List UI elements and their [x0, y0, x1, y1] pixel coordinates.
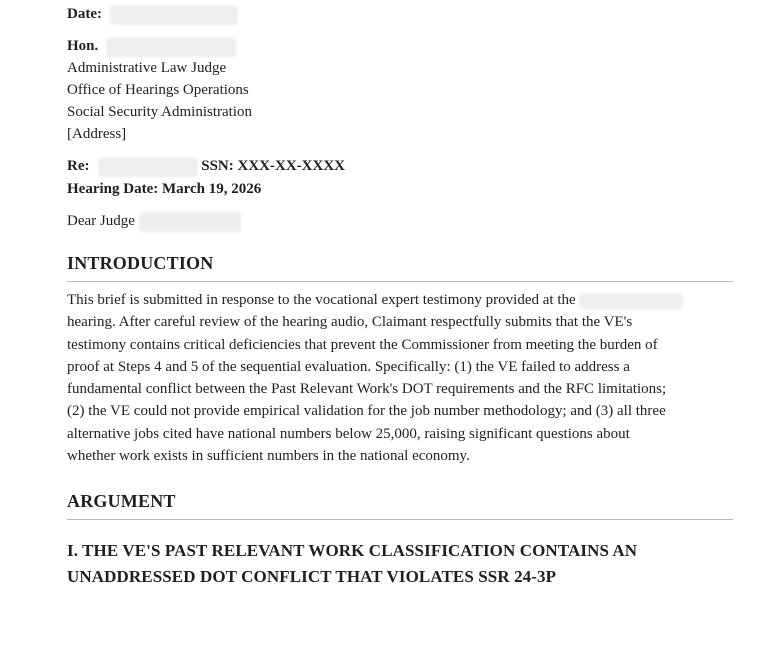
intro-line-6: (2) the VE could not provide empirical validation for the job number methodology; and (3) all three	[67, 403, 666, 420]
section-1-heading-line-1: I. THE VE'S PAST RELEVANT WORK CLASSIFICATION CONTAINS AN	[67, 541, 638, 560]
intro-line-1: This brief is submitted in response to the vocational expert testimony provided at the	[67, 289, 735, 311]
argument-section-1-heading	[67, 538, 637, 590]
intro-line-7: alternative jobs cited have national numbers below 25,000, raising significant questions about	[67, 425, 630, 442]
section-1-heading-line-2: UNADDRESSED DOT CONFLICT THAT VIOLATES SSR 24-3P	[67, 567, 557, 586]
address-line: [Address]	[67, 126, 127, 142]
salutation: Dear Judge	[67, 213, 135, 229]
re-line	[67, 156, 345, 177]
re-label: Re:	[67, 158, 90, 174]
ssn-text: SSN: XXX-XX-XXXX	[201, 158, 345, 174]
redacted-date	[110, 5, 238, 25]
introduction-paragraph	[67, 289, 735, 467]
salutation-line	[67, 211, 241, 232]
redacted-judge-name	[106, 37, 236, 57]
agency-line: Social Security Administration	[67, 104, 252, 120]
redacted-claimant-name	[98, 157, 198, 177]
hearing-date: Hearing Date: March 19, 2026	[67, 181, 262, 197]
argument-heading: ARGUMENT	[67, 491, 176, 511]
redacted-judge-surname	[139, 212, 241, 232]
judge-title: Administrative Law Judge	[67, 60, 227, 76]
introduction-heading: INTRODUCTION	[67, 253, 214, 273]
judge-name-line	[67, 36, 236, 57]
intro-line-2: hearing. After careful review of the hearing audio, Claimant respectfully submits that the VE's	[67, 314, 633, 331]
hon-label: Hon.	[67, 38, 99, 54]
intro-line-8: whether work exists in sufficient numbers in the national economy.	[67, 448, 470, 465]
intro-line-5: fundamental conflict between the Past Relevant Work's DOT requirements and the RFC limitations;	[67, 381, 667, 398]
redacted-hearing-date	[579, 293, 683, 309]
date-line	[67, 4, 238, 25]
intro-line-4: proof at Steps 4 and 5 of the sequential evaluation. Specifically: (1) the VE failed to address a	[67, 358, 630, 375]
section-divider	[67, 519, 733, 520]
intro-line-3: testimony contains critical deficiencies that prevent the Commissioner from meeting the burden of	[67, 336, 658, 353]
section-divider	[67, 281, 733, 282]
office-line: Office of Hearings Operations	[67, 82, 249, 98]
date-label: Date:	[67, 6, 102, 22]
